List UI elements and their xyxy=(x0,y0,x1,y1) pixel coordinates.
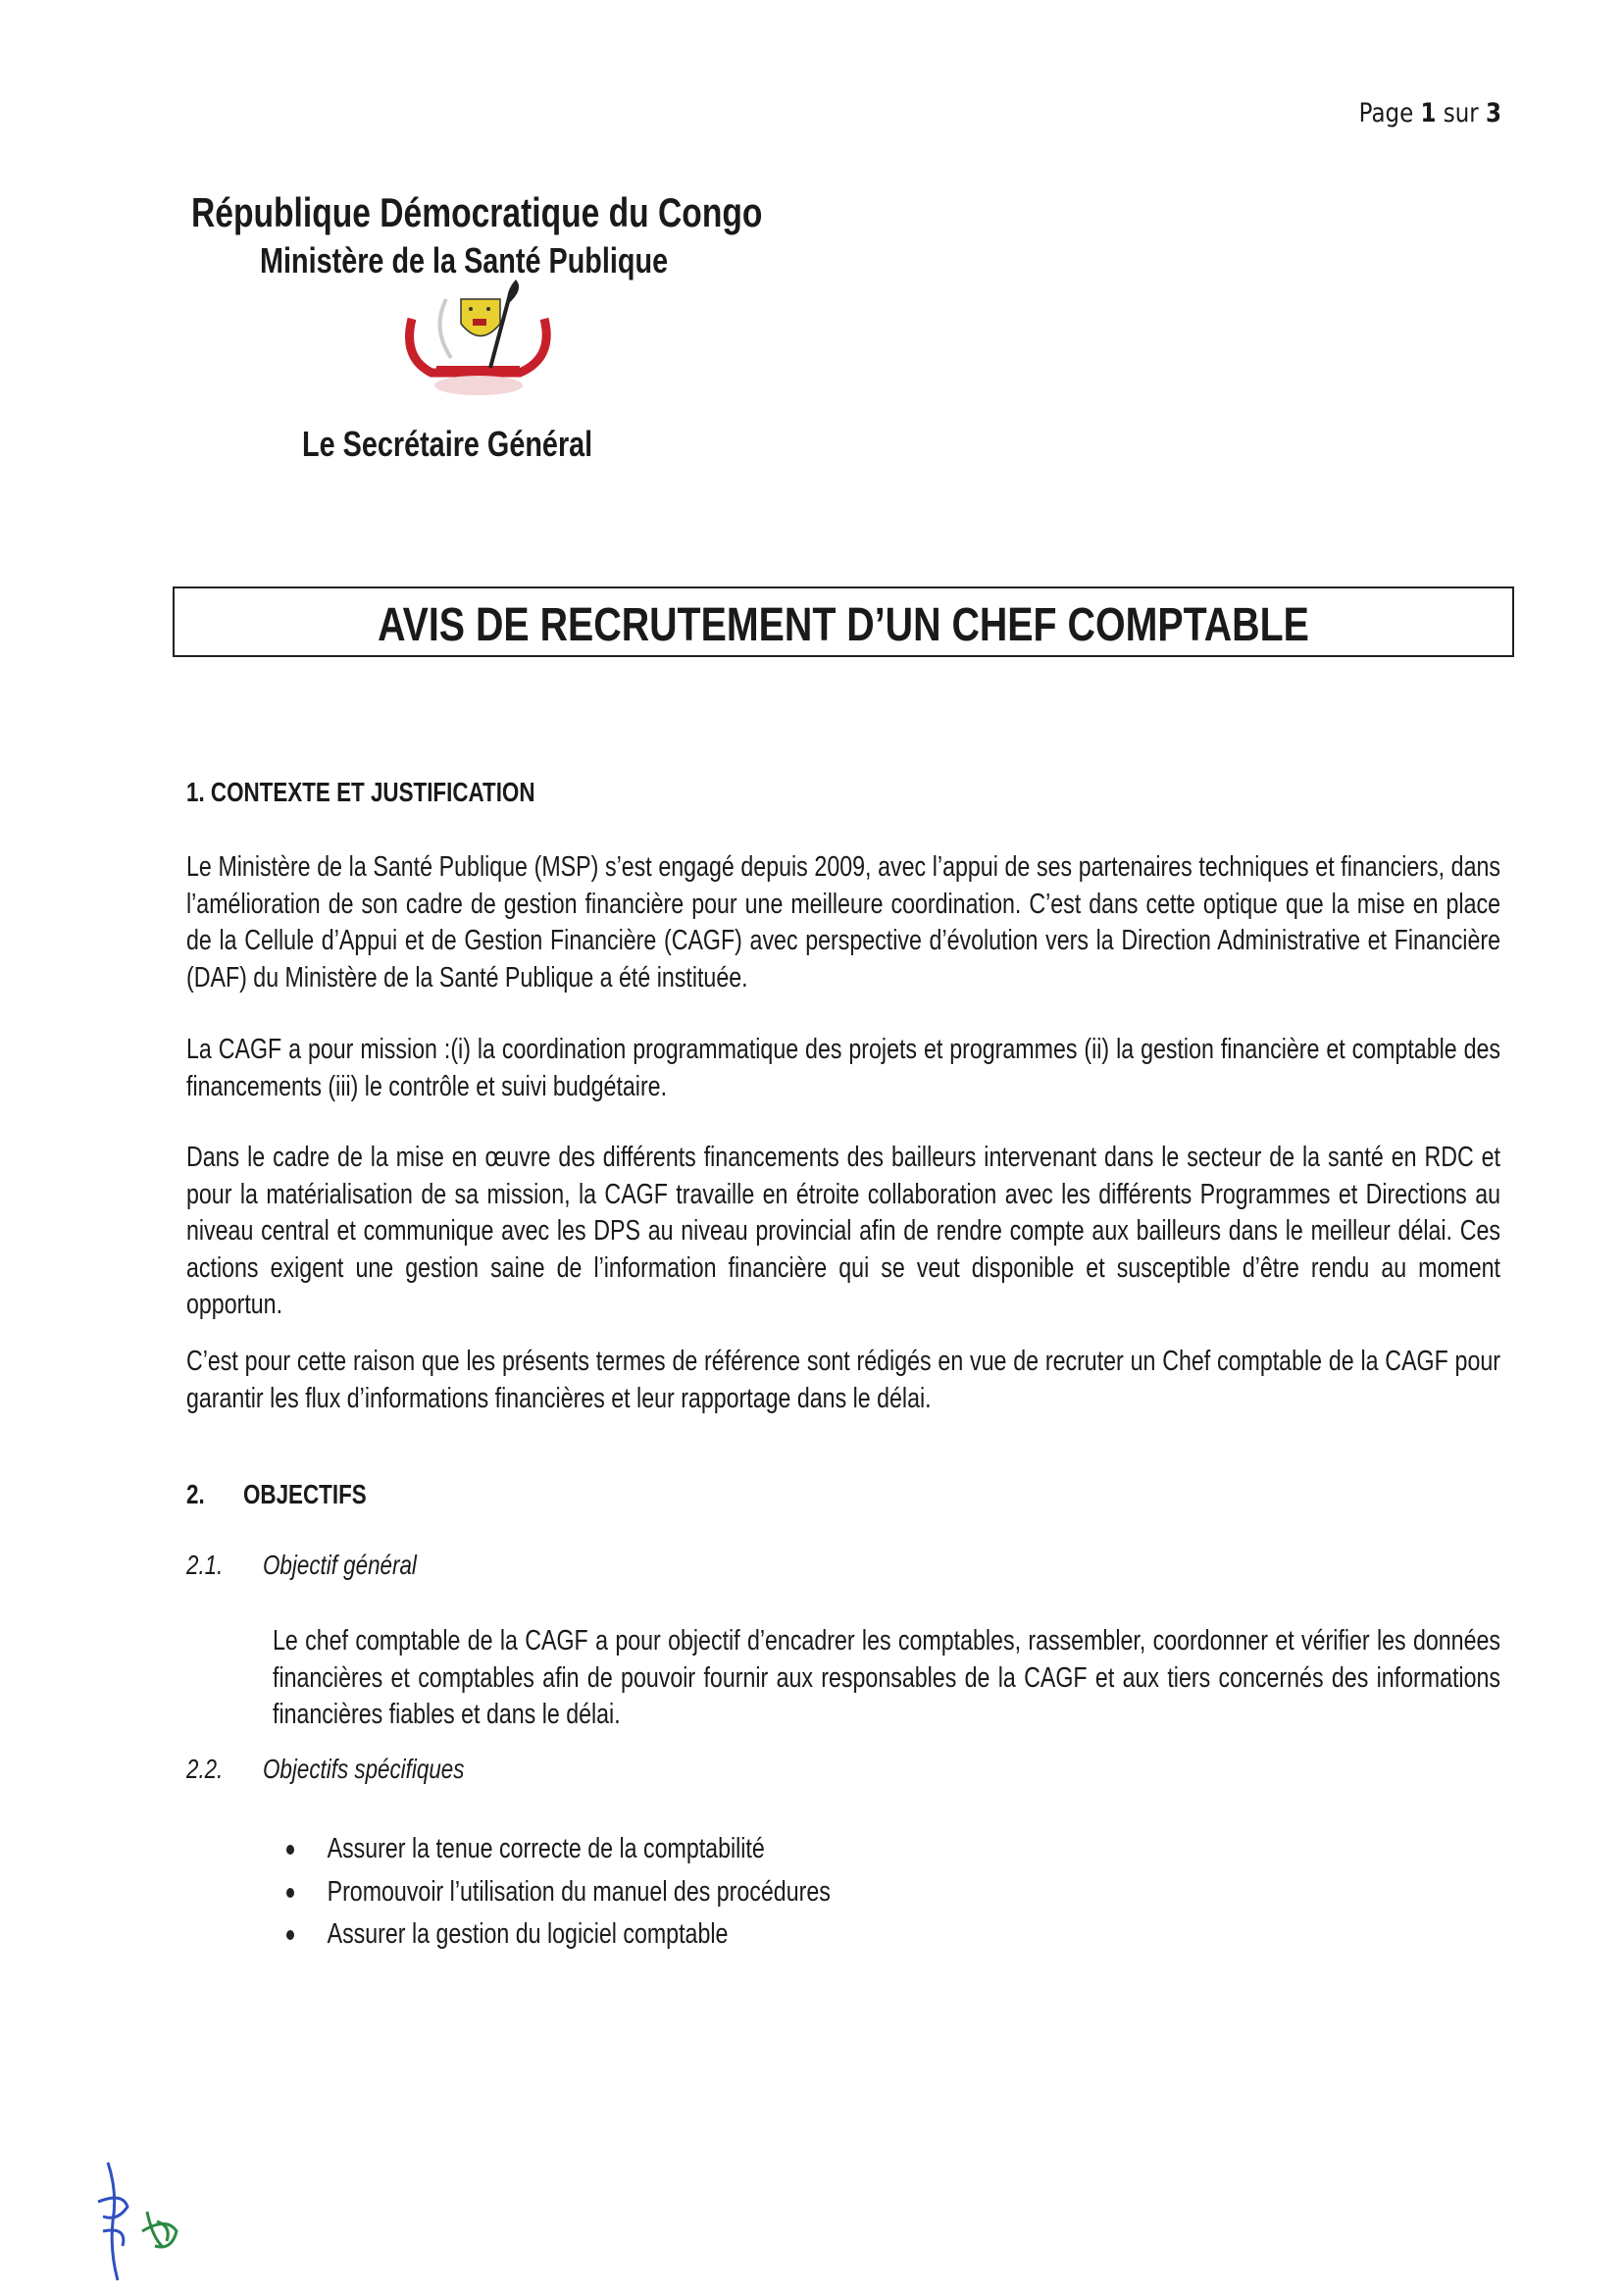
bullet-icon xyxy=(286,1888,294,1898)
section-1-paragraph-3 xyxy=(186,1140,1500,1324)
subsection-2-2-number: 2.2. xyxy=(186,1754,224,1784)
list-item xyxy=(286,1871,831,1914)
page-indicator xyxy=(1359,98,1501,128)
handwritten-initials xyxy=(78,2153,196,2290)
list-item-text: Promouvoir l’utilisation du manuel des procédures xyxy=(327,1875,831,1908)
list-item xyxy=(286,1913,831,1957)
coat-of-arms-emblem xyxy=(392,280,564,397)
subsection-2-2-label: Objectifs spécifiques xyxy=(263,1754,465,1784)
office-heading: Le Secrétaire Général xyxy=(302,424,593,464)
section-1-heading: 1. CONTEXTE ET JUSTIFICATION xyxy=(186,777,535,807)
page-prefix: Page xyxy=(1358,98,1421,128)
title-box xyxy=(173,586,1514,657)
bullet-icon xyxy=(286,1845,294,1855)
document-title: AVIS DE RECRUTEMENT D’UN CHEF COMPTABLE xyxy=(378,599,1309,651)
paragraph-text: La CAGF a pour mission :(i) la coordination programmatique des projets et programmes (ii) la gestion financière et comptable des financements (iii) le contrôle et suivi budgétaire. xyxy=(186,1034,1500,1102)
list-item-text: Assurer la tenue correcte de la comptabilité xyxy=(327,1833,765,1864)
section-2-heading: OBJECTIFS xyxy=(243,1479,367,1509)
paragraph-text: Le chef comptable de la CAGF a pour objectif d’encadrer les comptables, rassembler, coordonner et vérifier les données financières et comptables afin de pouvoir fournir aux responsables de la CAGF et aux tiers concernés des informations financières fiables et dans le délai. xyxy=(273,1625,1500,1730)
country-heading: République Démocratique du Congo xyxy=(191,189,763,235)
list-item-text: Assurer la gestion du logiciel comptable xyxy=(327,1918,729,1950)
paragraph-text: Dans le cadre de la mise en œuvre des différents financements des bailleurs intervenant dans le secteur de la santé en RDC et pour la matérialisation de sa mission, la CAGF travaille en étroite collaboration avec les différents Programmes et Directions au niveau central et communique avec les DPS au niveau provincial afin de rendre compte aux bailleurs dans le meilleur délai. Ces actions exigent une gestion saine de l’information financière qui se veut disponible et susceptible d’être rendu au moment opportun. xyxy=(186,1142,1500,1320)
subsection-2-1-label: Objectif général xyxy=(263,1550,417,1580)
section-1-paragraph-4 xyxy=(186,1344,1500,1417)
page-total: 3 xyxy=(1486,98,1501,128)
paragraph-text: C’est pour cette raison que les présents termes de référence sont rédigés en vue de recruter un Chef comptable de la CAGF pour garantir les flux d’informations financières et leur rapportage dans le délai. xyxy=(186,1346,1500,1414)
ministry-heading: Ministère de la Santé Publique xyxy=(260,240,669,280)
section-2-number: 2. xyxy=(186,1479,205,1509)
subsection-2-1-number: 2.1. xyxy=(186,1550,224,1580)
specific-objectives-list xyxy=(286,1828,831,1957)
list-item xyxy=(286,1828,831,1871)
general-objective-paragraph xyxy=(273,1623,1500,1734)
paragraph-text: Le Ministère de la Santé Publique (MSP) s’est engagé depuis 2009, avec l’appui de ses partenaires techniques et financiers, dans l’amélioration de son cadre de gestion financière pour une meilleure coordination. C’est dans cette optique que la mise en place de la Cellule d’Appui et de Gestion Financière (CAGF) avec perspective d’évolution vers la Direction Administrative et Financière (DAF) du Ministère de la Santé Publique a été instituée. xyxy=(186,851,1500,994)
bullet-icon xyxy=(286,1930,294,1940)
page-current: 1 xyxy=(1420,98,1437,128)
page-middle: sur xyxy=(1436,98,1487,128)
section-1-paragraph-1 xyxy=(186,849,1500,996)
section-1-paragraph-2 xyxy=(186,1032,1500,1105)
